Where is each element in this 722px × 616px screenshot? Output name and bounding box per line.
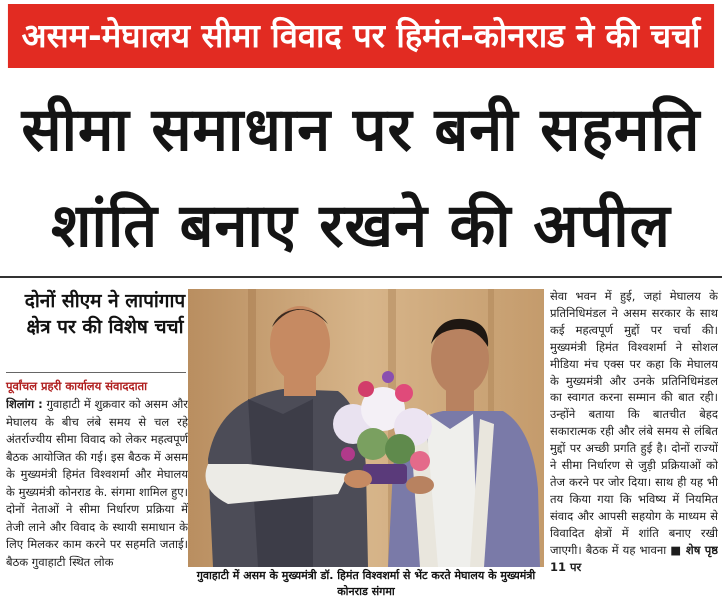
headline-divider [0, 276, 722, 278]
subhead-divider [6, 372, 186, 373]
dateline: शिलांग : [6, 397, 43, 411]
news-photo [188, 289, 544, 567]
headline-line-1: सीमा समाधान पर बनी सहमति [21, 95, 701, 165]
headline-line-2: शांति बनाए रखने की अपील [51, 191, 671, 261]
photo-caption: गुवाहाटी में असम के मुख्यमंत्री डॉ. हिमंत विश्वशर्मा से भेंट करते मेघालय के मुख्यमंत्री कोनराड संगमा [196, 569, 536, 598]
byline: पूर्वांचल प्रहरी कार्यालय संवाददाता [6, 379, 148, 393]
subheadline: दोनों सीएम ने लापांगाप क्षेत्र पर की विशेष चर्चा [24, 290, 186, 338]
article-body-left [6, 396, 188, 571]
kicker-banner: असम-मेघालय सीमा विवाद पर हिमंत-कोनराड ने की चर्चा [8, 4, 714, 68]
continuation-note: ■ शेष पृष्ठ 11 पर [550, 542, 718, 574]
article-body-right [550, 288, 718, 575]
article-text-right: सेवा भवन में हुई, जहां मेघालय के प्रतिनिधिमंडल ने असम सरकार के साथ कई महत्वपूर्ण मुद्दों पर चर्चा की। मुख्यमंत्री हिमंत विश्वशर्मा ने सोशल मीडिया मंच एक्स पर कहा कि मेघालय के मुख्यमंत्री और उनके प्रतिनिधिमंडल का स्वागत करना सम्मान की बात रही। उन्होंने बताया कि बातचीत बेहद सकारात्मक रही और लंबे समय से लंबित मुद्दों पर अच्छी प्रगति हुई है। दोनों राज्यों ने सीमा निर्धारण से जुड़ी प्रक्रियाओं को तेज करने पर जोर दिया। साथ ही यह भी तय किया गया कि भविष्य में नियमित संवाद और आपसी सहयोग के माध्यम से विवादित क्षेत्रों में शांति बनाए रखी जाएगी। बैठक में यह भावना [550, 289, 718, 557]
article-text-left: गुवाहाटी में शुक्रवार को असम और मेघालय के बीच लंबे समय से चल रहे अंतर्राज्यीय सीमा विवाद को लेकर महत्वपूर्ण बैठक आयोजित की गई। इस बैठक में असम के मुख्यमंत्री हिमंत विश्वशर्मा और मेघालय के मुख्यमंत्री कोनराड के. संगमा शामिल हुए। दोनों नेताओं ने सीमा निर्धारण प्रक्रिया में तेजी लाने और विवाद के स्थायी समाधान के लिए मिलकर काम करने पर सहमति जताई। बैठक गुवाहाटी स्थित लोक [6, 397, 188, 569]
photo-illustration [188, 289, 544, 567]
